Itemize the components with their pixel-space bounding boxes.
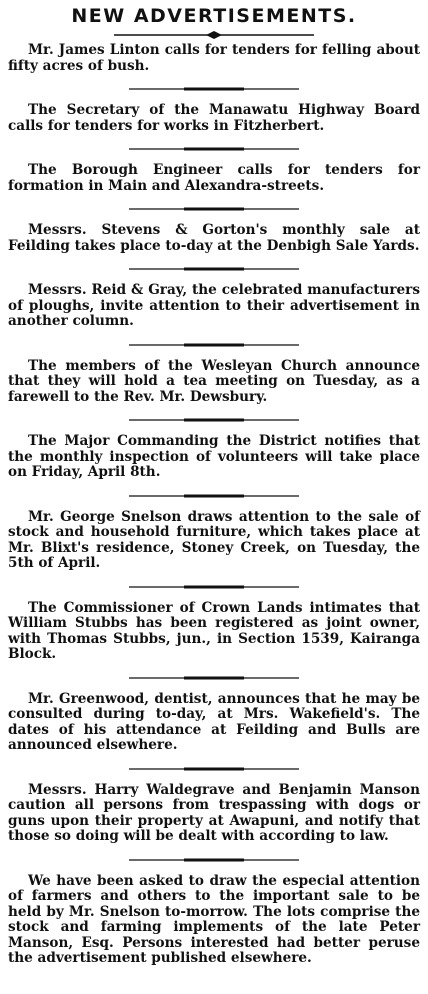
- item-separator: [6, 147, 422, 151]
- item-separator: [6, 767, 422, 771]
- advertisement-text: The Borough Engineer calls for tenders for formation in Main and Alexandra-streets.: [8, 162, 420, 194]
- advertisement-text: The Commissioner of Crown Lands intimates that William Stubbs has been registered as joint owner, with Thomas Stubbs, jun., in Section 1539, Kairanga Block.: [8, 599, 420, 662]
- item-separator: [6, 676, 422, 680]
- advertisement-text: Mr. Greenwood, dentist, announces that he may be consulted during to-day, at Mrs. Wakefield's. The dates of his attendance at Feilding and Bulls are announced elsewhere.: [8, 690, 420, 753]
- item-separator: [6, 343, 422, 347]
- advertisement-text: The members of the Wesleyan Church announce that they will hold a tea meeting on Tuesday, as a farewell to the Rev. Mr. Dewsbury.: [8, 357, 420, 405]
- advertisement-text: Messrs. Reid & Gray, the celebrated manufacturers of ploughs, invite attention to their advertisement in another column.: [8, 282, 420, 329]
- advertisement-item: [6, 163, 422, 194]
- item-separator: [6, 418, 422, 422]
- advertisement-text: Mr. George Snelson draws attention to the sale of stock and household furniture, which takes place at Mr. Blixt's residence, Stoney Creek, on Tuesday, the 5th of April.: [8, 508, 420, 571]
- advertisement-item: [6, 359, 422, 406]
- advertisement-text: Mr. James Linton calls for tenders for felling about fifty acres of bush.: [8, 42, 420, 74]
- ornament-rule-icon: [114, 31, 314, 39]
- advertisement-text: Messrs. Harry Waldegrave and Benjamin Manson caution all persons from trespassing with dogs or guns upon their property at Awapuni, and notify that those so doing will be dealt with according to law.: [8, 781, 420, 844]
- heading-ornament: [6, 31, 422, 39]
- advertisement-item: [6, 874, 422, 967]
- item-separator: [6, 494, 422, 498]
- item-separator: [6, 87, 422, 91]
- advertisement-text: We have been asked to draw the especial attention of farmers and others to the important sale to be held by Mr. Snelson to-morrow. The lots comprise the stock and farming implements of the late Peter Manson, Esq. Persons interested had better peruse the advertisement published elsewhere.: [8, 872, 420, 966]
- advertisement-item: [6, 601, 422, 663]
- advertisement-item: [6, 510, 422, 572]
- section-heading: NEW ADVERTISEMENTS.: [71, 5, 357, 27]
- advertisement-item: [6, 692, 422, 754]
- advertisement-item: [6, 223, 422, 254]
- advertisement-text: Messrs. Stevens & Gorton's monthly sale at Feilding takes place to-day at the Denbigh Sale Yards.: [8, 222, 420, 254]
- item-separator: [6, 585, 422, 589]
- advertisement-item: [6, 434, 422, 481]
- advertisement-text: The Secretary of the Manawatu Highway Board calls for tenders for works in Fitzherbert.: [8, 102, 420, 134]
- item-separator: [6, 858, 422, 862]
- advertisement-list: [6, 43, 422, 967]
- advertisement-text: The Major Commanding the District notifies that the monthly inspection of volunteers will take place on Friday, April 8th.: [8, 433, 420, 480]
- advertisement-item: [6, 43, 422, 74]
- item-separator: [6, 207, 422, 211]
- advertisement-item: [6, 783, 422, 845]
- advertisement-item: [6, 283, 422, 330]
- advertisement-item: [6, 103, 422, 134]
- item-separator: [6, 267, 422, 271]
